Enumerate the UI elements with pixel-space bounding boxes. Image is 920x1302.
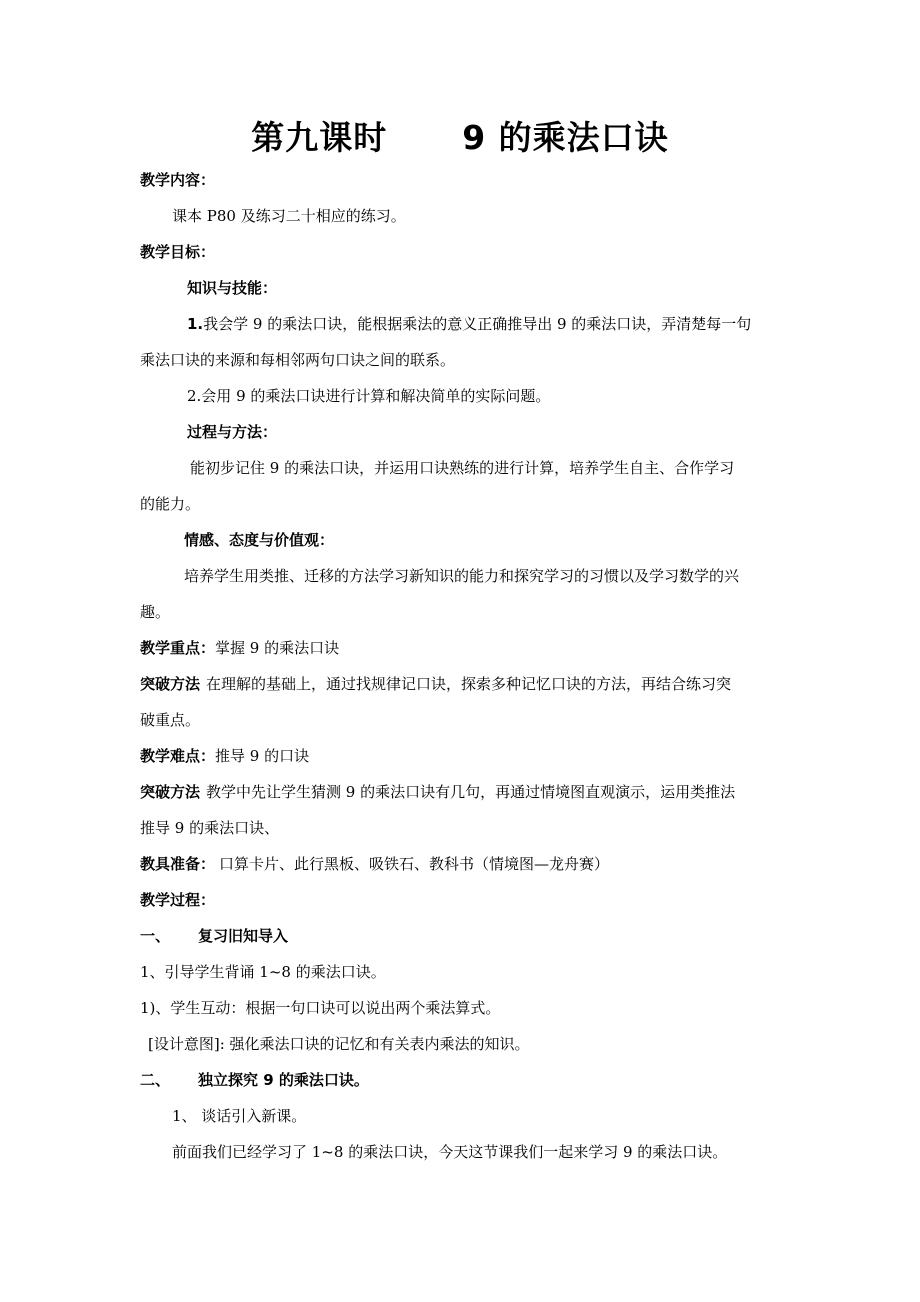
section-1-design-intent: [设计意图]: 强化乘法口诀的记忆和有关表内乘法的知识。 bbox=[148, 1035, 530, 1053]
break-method-1-label: 突破方法 bbox=[140, 675, 201, 693]
process-method-text: 能初步记住 9 的乘法口诀，并运用口诀熟练的进行计算，培养学生自主、合作学习 bbox=[190, 459, 735, 477]
knowledge-item-1-cont: 乘法口诀的来源和每相邻两句口诀之间的联系。 bbox=[140, 351, 456, 369]
materials-text: 口算卡片、此行黑板、吸铁石、教科书（情境图—龙舟赛） bbox=[219, 855, 610, 873]
break-method-2-cont: 推导 9 的乘法口诀、 bbox=[140, 819, 280, 837]
goals-label: 教学目标： bbox=[140, 243, 216, 261]
page-title: 第九课时 9 的乘法口诀 bbox=[251, 118, 669, 157]
break-method-1-text: 在理解的基础上，通过找规律记口诀，探索多种记忆口诀的方法，再结合练习突 bbox=[206, 675, 732, 693]
knowledge-item-1 bbox=[187, 314, 751, 334]
content-label: 教学内容： bbox=[140, 171, 216, 189]
materials-label: 教具准备： bbox=[140, 855, 216, 873]
difficulty bbox=[140, 746, 309, 766]
break-method-2-label: 突破方法 bbox=[140, 783, 201, 801]
section-1-step-1: 1、引导学生背诵 1~8 的乘法口诀。 bbox=[140, 963, 386, 981]
knowledge-item-1-text: 我会学 9 的乘法口诀，能根据乘法的意义正确推导出 9 的乘法口诀，弄清楚每一句 bbox=[203, 315, 752, 333]
section-2-heading bbox=[140, 1070, 369, 1090]
emotion-label: 情感、态度与价值观： bbox=[184, 531, 335, 549]
knowledge-label: 知识与技能： bbox=[187, 279, 278, 297]
process-method-label: 过程与方法： bbox=[187, 423, 278, 441]
content-text: 课本 P80 及练习二十相应的练习。 bbox=[172, 207, 406, 225]
key-point-label: 教学重点： bbox=[140, 639, 216, 657]
knowledge-item-1-number: 1. bbox=[187, 315, 204, 333]
process-method-text-cont: 的能力。 bbox=[140, 495, 201, 513]
process-label: 教学过程： bbox=[140, 891, 216, 909]
break-method-1 bbox=[140, 674, 731, 694]
section-1-title: 复习旧知导入 bbox=[198, 927, 289, 945]
difficulty-label: 教学难点： bbox=[140, 747, 216, 765]
section-2-step-1: 1、 谈话引入新课。 bbox=[172, 1107, 307, 1125]
section-2-number: 二、 bbox=[140, 1071, 171, 1089]
section-2-step-2: 前面我们已经学习了 1~8 的乘法口诀，今天这节课我们一起来学习 9 的乘法口诀。 bbox=[172, 1143, 728, 1161]
break-method-2-text: 教学中先让学生猜测 9 的乘法口诀有几句，再通过情境图直观演示，运用类推法 bbox=[206, 783, 736, 801]
section-1-heading bbox=[140, 926, 288, 946]
section-2-title: 独立探究 9 的乘法口诀。 bbox=[198, 1071, 369, 1089]
break-method-2 bbox=[140, 782, 735, 802]
break-method-1-cont: 破重点。 bbox=[140, 711, 201, 729]
difficulty-text: 推导 9 的口诀 bbox=[215, 747, 310, 765]
section-1-number: 一、 bbox=[140, 927, 171, 945]
key-point bbox=[140, 638, 339, 658]
key-point-text: 掌握 9 的乘法口诀 bbox=[215, 639, 340, 657]
knowledge-item-2: 2.会用 9 的乘法口诀进行计算和解决简单的实际问题。 bbox=[187, 387, 551, 405]
emotion-text-cont: 趣。 bbox=[140, 603, 171, 621]
materials bbox=[140, 854, 609, 874]
emotion-text: 培养学生用类推、迁移的方法学习新知识的能力和探究学习的习惯以及学习数学的兴 bbox=[184, 567, 740, 585]
section-1-step-2: 1)、学生互动：根据一句口诀可以说出两个乘法算式。 bbox=[140, 999, 501, 1017]
